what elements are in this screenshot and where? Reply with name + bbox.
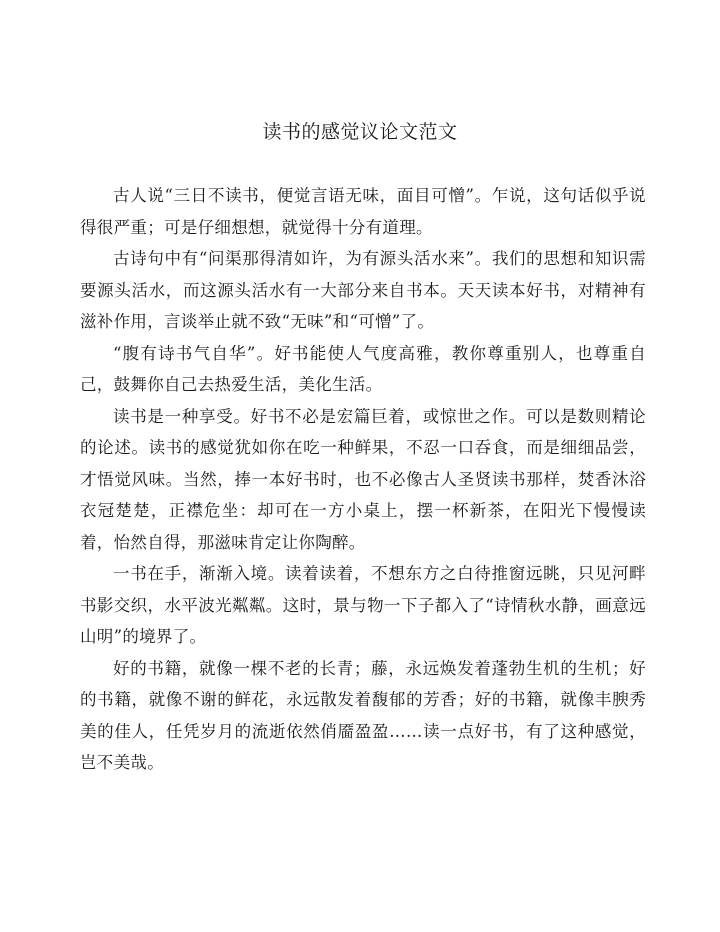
- paragraph: 读书是一种享受。好书不必是宏篇巨着，或惊世之作。可以是数则精论的论述。读书的感觉犹如你在吃一种鲜果，不忍一口吞食，而是细细品尝，才悟觉风味。当然，捧一本好书时，也不必像古人圣贤读书那样，焚香沐浴衣冠楚楚，正襟危坐：却可在一方小桌上，摆一杯新茶，在阳光下慢慢读着，怡然自得，那滋味肯定让你陶醉。: [80, 406, 646, 552]
- paragraph: 好的书籍，就像一棵不老的长青；藤，永远焕发着蓬勃生机的生机；好的书籍，就像不谢的鲜花，永远散发着馥郁的芳香；好的书籍，就像丰腴秀美的佳人，任凭岁月的流逝依然俏靥盈盈……读一点好书，有了这种感觉，岂不美哉。: [80, 658, 646, 772]
- paragraph: 一书在手，渐渐入境。读着读着，不想东方之白待推窗远眺，只见河畔书影交织，水平波光粼粼。这时，景与物一下子都入了“诗情秋水静，画意远山明”的境界了。: [80, 564, 646, 646]
- paragraph: “腹有诗书气自华”。好书能使人气度高雅，教你尊重别人，也尊重自己，鼓舞你自己去热爱生活，美化生活。: [80, 343, 646, 394]
- document-title: 读书的感觉议论文范文: [262, 121, 458, 143]
- document-body: [80, 180, 646, 779]
- paragraph: 古诗句中有“问渠那得清如许，为有源头活水来”。我们的思想和知识需要源头活水，而这源头活水有一大部分来自书本。天天读本好书，对精神有滋补作用，言谈举止就不致“无味”和“可憎”了。: [80, 249, 646, 331]
- paragraph: 古人说“三日不读书，便觉言语无味，面目可憎”。乍说，这句话似乎说得很严重；可是仔细想想，就觉得十分有道理。: [80, 186, 646, 237]
